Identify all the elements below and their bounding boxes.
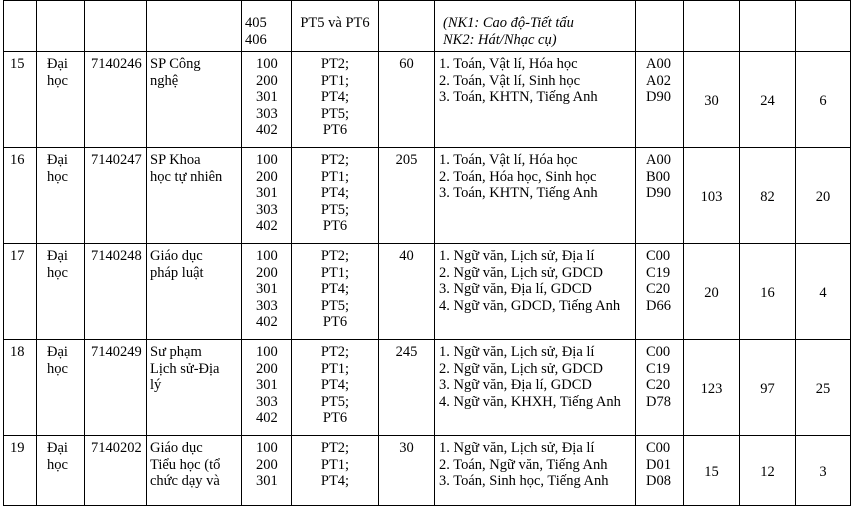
method-code: 200 [256,168,278,185]
level-text: học [47,264,68,281]
quota-value: 245 [395,344,418,360]
note-line: (NK1: Cao độ-Tiết tấu [443,15,574,31]
row-number: 18 [10,344,25,360]
count-value: 4 [819,285,827,302]
count-value: 25 [815,381,831,398]
quota-cell [379,340,435,436]
method-text: PT2; [320,248,350,264]
method-text: PT5; [320,105,350,122]
method-text: PT5; [320,297,350,314]
count-cell [740,340,796,436]
stt-cell [4,436,37,506]
method-code: 301 [256,473,278,490]
method-code: 301 [256,377,278,394]
method-text: PT6 [322,122,348,139]
method-code: 303 [256,201,278,218]
table-row [4,1,851,52]
count-cell [684,340,740,436]
level-text: Đại [47,248,68,264]
level-cell [37,340,85,436]
method-text: PT2; [320,344,350,360]
count-cell [796,340,851,436]
block-code: A00 [646,56,671,72]
program-code: 7140246 [91,56,142,72]
method-code: 100 [256,152,278,168]
count-cell [796,1,851,52]
combo-line: 3. Toán, Sinh học, Tiếng Anh [439,473,609,490]
method-text: PT4; [320,281,350,298]
method-text: PT1; [320,360,350,377]
count-value: 16 [760,285,775,302]
method-cell [292,244,379,340]
quota-value: 30 [399,440,414,456]
method-text: PT4; [320,473,350,490]
program-name-line: nghệ [150,72,179,89]
name-cell [147,436,242,506]
block-code: D66 [646,297,671,314]
count-value: 3 [819,464,827,481]
method-code-cell [242,52,292,148]
level-text: Đại [47,152,68,168]
method-text: PT2; [320,56,350,72]
method-code: 100 [256,56,278,72]
count-cell [740,1,796,52]
program-name-line: Giáo dục [150,440,203,456]
combo-line: 2. Toán, Hóa học, Sinh học [439,168,597,185]
method-text: PT4; [320,377,350,394]
combo-line: 1. Toán, Vật lí, Hóa học [439,152,578,168]
count-value: 12 [760,464,775,481]
program-name-line: lý [150,377,162,394]
method-code: 200 [256,456,278,473]
combo-line: 1. Toán, Vật lí, Hóa học [439,56,578,72]
method-text: PT2; [320,152,350,168]
method-text: PT1; [320,168,350,185]
combo-line: 3. Toán, KHTN, Tiếng Anh [439,185,598,202]
count-value: 97 [760,381,775,398]
program-name-line: SP Khoa [150,152,201,168]
block-cell [636,1,684,52]
block-code: C19 [646,360,671,377]
quota-cell [379,148,435,244]
count-cell [684,244,740,340]
count-cell [796,244,851,340]
count-value: 24 [760,93,775,110]
count-value: 82 [760,189,775,206]
program-name-line: chức dạy và [150,473,220,490]
count-value: 30 [704,93,719,110]
method-text: PT2; [320,440,350,456]
method-cell [292,148,379,244]
table-row [4,244,851,340]
count-value: 6 [819,93,827,110]
count-cell [740,436,796,506]
method-cell [292,52,379,148]
program-name-line: pháp luật [150,264,204,281]
code-cell [85,1,147,52]
combo-cell [435,148,636,244]
block-code: A02 [646,72,671,89]
level-text: học [47,168,68,185]
program-code: 7140248 [91,248,142,264]
row-number: 16 [10,152,25,168]
name-cell [147,1,242,52]
block-code: C19 [646,264,671,281]
code-cell [85,52,147,148]
combo-cell [435,52,636,148]
method-code: 303 [256,297,278,314]
method-code: 303 [256,393,278,410]
method-code: 200 [256,360,278,377]
method-code-cell [242,244,292,340]
method-code: 402 [256,314,278,331]
program-code: 7140202 [91,440,142,456]
stt-cell [4,52,37,148]
method-text: PT5 và PT6 [300,15,370,31]
block-cell [636,244,684,340]
method-code: 402 [256,218,278,235]
combo-cell [435,244,636,340]
stt-cell [4,244,37,340]
block-cell [636,436,684,506]
stt-cell [4,148,37,244]
level-cell [37,1,85,52]
method-text: PT1; [320,72,350,89]
method-text: PT1; [320,456,350,473]
quota-cell [379,52,435,148]
combo-line: 1. Ngữ văn, Lịch sử, Địa lí [439,440,595,456]
count-value: 20 [815,189,831,206]
combo-line: 2. Toán, Ngữ văn, Tiếng Anh [439,456,608,473]
count-cell [740,148,796,244]
method-code: 301 [256,89,278,106]
method-code: 301 [256,281,278,298]
method-code: 100 [256,248,278,264]
program-code: 7140249 [91,344,142,360]
method-code: 100 [256,344,278,360]
note-line: NK2: Hát/Nhạc cụ) [443,31,557,48]
stt-cell [4,1,37,52]
method-code: 301 [256,185,278,202]
name-cell [147,148,242,244]
method-text: PT6 [322,314,348,331]
method-text: PT5; [320,201,350,218]
combo-line: 1. Ngữ văn, Lịch sử, Địa lí [439,344,595,360]
count-cell [684,436,740,506]
method-code: 200 [256,72,278,89]
code-cell [85,148,147,244]
method-code: 405 [245,15,267,31]
block-cell [636,148,684,244]
level-cell [37,52,85,148]
combo-cell [435,436,636,506]
quota-value: 60 [399,56,414,72]
combo-line: 4. Ngữ văn, KHXH, Tiếng Anh [439,393,621,410]
method-code-cell [242,1,292,52]
level-cell [37,148,85,244]
block-code: C00 [646,440,671,456]
combo-line: 3. Toán, KHTN, Tiếng Anh [439,89,598,106]
count-cell [684,148,740,244]
count-cell [684,1,740,52]
count-cell [796,436,851,506]
quota-cell [379,436,435,506]
program-name-line: Sư phạm [150,344,202,360]
program-name-line: Lịch sử-Địa [150,360,220,377]
program-name-line: Giáo dục [150,248,203,264]
quota-value: 205 [395,152,418,168]
combo-line: 1. Ngữ văn, Lịch sử, Địa lí [439,248,595,264]
method-code: 200 [256,264,278,281]
block-code: D78 [646,393,671,410]
level-text: Đại [47,56,68,72]
block-code: D01 [646,456,671,473]
count-cell [796,148,851,244]
combo-line: 2. Ngữ văn, Lịch sử, GDCD [439,264,603,281]
quota-value: 40 [399,248,414,264]
table-row [4,340,851,436]
method-text: PT4; [320,89,350,106]
level-text: Đại [47,440,68,456]
method-code: 402 [256,122,278,139]
count-cell [740,52,796,148]
block-cell [636,52,684,148]
combo-line: 2. Toán, Vật lí, Sinh học [439,72,581,89]
method-text: PT5; [320,393,350,410]
count-cell [796,52,851,148]
row-number: 15 [10,56,25,72]
program-name-line: Tiểu học (tổ [150,456,221,473]
name-cell [147,244,242,340]
method-cell [292,1,379,52]
block-code: D90 [646,185,671,202]
stt-cell [4,340,37,436]
method-text: PT6 [322,410,348,427]
table-row [4,148,851,244]
block-code: D08 [646,473,671,490]
quota-cell [379,1,435,52]
name-cell [147,52,242,148]
level-text: Đại [47,344,68,360]
method-code: 406 [245,31,267,48]
block-code: C00 [646,248,671,264]
method-cell [292,340,379,436]
row-number: 19 [10,440,25,456]
method-code: 100 [256,440,278,456]
method-text: PT6 [322,218,348,235]
block-cell [636,340,684,436]
block-code: A00 [646,152,671,168]
level-cell [37,244,85,340]
combo-line: 2. Ngữ văn, Lịch sử, GDCD [439,360,603,377]
combo-line: 3. Ngữ văn, Địa lí, GDCD [439,377,592,394]
count-cell [684,52,740,148]
method-text: PT1; [320,264,350,281]
code-cell [85,340,147,436]
name-cell [147,340,242,436]
method-code: 402 [256,410,278,427]
program-name-line: SP Công [150,56,201,72]
method-cell [292,436,379,506]
count-value: 20 [704,285,719,302]
method-code-cell [242,340,292,436]
combo-line: 3. Ngữ văn, Địa lí, GDCD [439,281,592,298]
combo-line: 4. Ngữ văn, GDCD, Tiếng Anh [439,297,621,314]
code-cell [85,244,147,340]
level-cell [37,436,85,506]
table-row [4,436,851,506]
block-code: D90 [646,89,671,106]
method-code: 303 [256,105,278,122]
combo-cell [435,340,636,436]
block-code: B00 [646,168,671,185]
block-code: C00 [646,344,671,360]
count-cell [740,244,796,340]
method-code-cell [242,148,292,244]
code-cell [85,436,147,506]
level-text: học [47,456,68,473]
method-code-cell [242,436,292,506]
count-value: 103 [700,189,723,206]
block-code: C20 [646,281,671,298]
row-number: 17 [10,248,25,264]
quota-cell [379,244,435,340]
block-code: C20 [646,377,671,394]
table-row [4,52,851,148]
count-value: 123 [700,381,723,398]
method-text: PT4; [320,185,350,202]
level-text: học [47,360,68,377]
note-cell [435,1,636,52]
level-text: học [47,72,68,89]
admission-table [3,0,851,506]
count-value: 15 [704,464,719,481]
program-name-line: học tự nhiên [150,168,223,185]
program-code: 7140247 [91,152,142,168]
